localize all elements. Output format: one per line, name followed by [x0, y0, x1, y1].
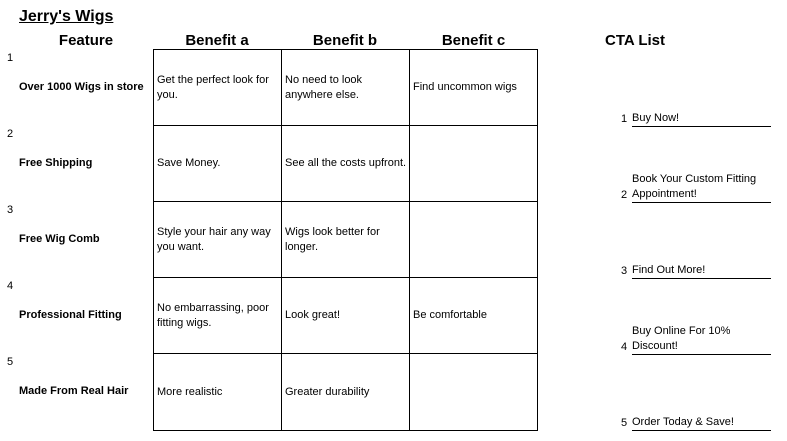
cta-underline [632, 202, 771, 203]
table-cell: Style your hair any way you want. [154, 202, 282, 278]
table-cell: Greater durability [282, 354, 410, 431]
cta-underline [632, 126, 771, 127]
cta-number: 5 [621, 417, 628, 429]
document-title: Jerry's Wigs [19, 8, 114, 25]
table-cell: Be comfortable [410, 278, 538, 354]
table-cell: Wigs look better for longer. [282, 202, 410, 278]
benefits-table [153, 49, 538, 431]
cta-number: 1 [621, 113, 628, 125]
cta-item: Order Today & Save! [632, 416, 734, 428]
header-cta-list: CTA List [605, 32, 665, 49]
header-benefit-c: Benefit c [441, 32, 506, 49]
cta-number: 2 [621, 189, 628, 201]
row-number: 4 [7, 280, 14, 292]
feature-label: Professional Fitting [19, 309, 122, 321]
table-cell: No need to look anywhere else. [282, 50, 410, 126]
table-cell: Get the perfect look for you. [154, 50, 282, 126]
cta-underline [632, 278, 771, 279]
table-cell [410, 354, 538, 431]
table-cell: No embarrassing, poor fitting wigs. [154, 278, 282, 354]
cta-item: Book Your Custom Fitting Appointment! [632, 173, 757, 200]
feature-label: Over 1000 Wigs in store [19, 81, 144, 93]
row-number: 1 [7, 52, 14, 64]
table-cell [410, 126, 538, 202]
cta-item: Buy Online For 10% Discount! [632, 325, 731, 352]
header-feature: Feature [58, 32, 114, 49]
row-number: 2 [7, 128, 14, 140]
cta-item: Find Out More! [632, 264, 706, 276]
cta-underline [632, 430, 771, 431]
header-benefit-b: Benefit b [312, 32, 378, 49]
header-benefit-a: Benefit a [185, 32, 249, 49]
cta-number: 3 [621, 265, 628, 277]
feature-label: Free Shipping [19, 157, 93, 169]
row-number: 5 [7, 356, 14, 368]
feature-label: Made From Real Hair [19, 385, 129, 397]
cta-underline [632, 354, 771, 355]
table-cell: Find uncommon wigs [410, 50, 538, 126]
table-cell [410, 202, 538, 278]
cta-item: Buy Now! [632, 112, 680, 124]
table-cell: Look great! [282, 278, 410, 354]
cta-number: 4 [621, 341, 628, 353]
table-cell: Save Money. [154, 126, 282, 202]
feature-label: Free Wig Comb [19, 233, 100, 245]
table-cell: See all the costs upfront. [282, 126, 410, 202]
table-cell: More realistic [154, 354, 282, 431]
row-number: 3 [7, 204, 14, 216]
